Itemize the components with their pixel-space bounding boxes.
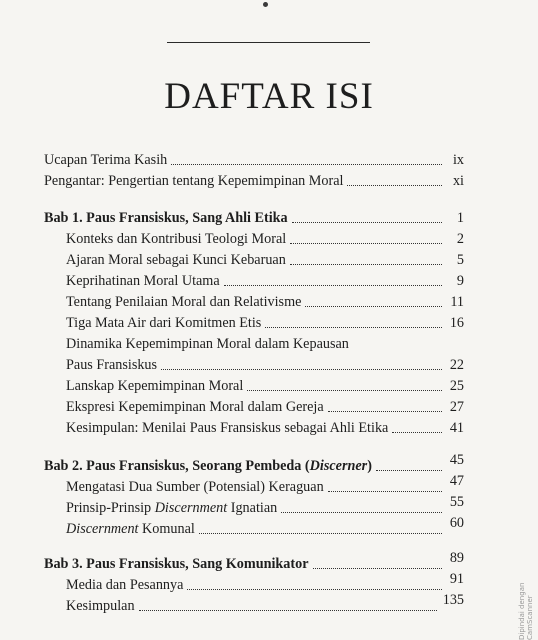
toc-entry[interactable] <box>66 228 464 248</box>
page-title: DAFTAR ISI <box>164 75 374 117</box>
toc-entry[interactable] <box>66 494 464 517</box>
toc-entry-title: Media dan Pesannya <box>66 577 184 593</box>
toc-entry-title: Dinamika Kepemimpinan Moral dalam Kepausan <box>66 336 349 352</box>
toc-entry-title: Keprihatinan Moral Utama <box>66 273 220 289</box>
toc-entry[interactable] <box>66 270 464 290</box>
dot-leader <box>199 533 442 534</box>
toc-entry-page: 25 <box>449 378 464 394</box>
dot-leader <box>281 512 442 513</box>
toc-entry-page: 11 <box>450 294 464 310</box>
toc-entry-title: Ekspresi Kepemimpinan Moral dalam Gereja <box>66 399 324 415</box>
dot-leader <box>187 589 442 590</box>
toc-entry-page: 135 <box>442 592 464 608</box>
toc-entry-page: 1 <box>456 210 464 226</box>
toc-entry-page: 45 <box>449 452 464 468</box>
toc-entry-page: 16 <box>449 315 464 331</box>
toc-entry-title: Bab 1. Paus Fransiskus, Sang Ahli Etika <box>44 210 288 226</box>
top-dot-mark <box>263 2 268 7</box>
toc-entry-title: Prinsip-Prinsip Discernment Ignatian <box>66 500 278 516</box>
toc-entry[interactable] <box>66 592 464 615</box>
toc-entry-page: 22 <box>449 357 464 373</box>
toc-entry-page: 47 <box>449 473 464 489</box>
toc-entry[interactable] <box>66 375 464 395</box>
toc-entry[interactable] <box>66 417 464 437</box>
dot-leader <box>347 185 442 186</box>
dot-leader <box>171 164 442 165</box>
toc-chapter-entry[interactable] <box>44 452 464 475</box>
toc-entry-page: 89 <box>449 550 464 566</box>
toc-entry-page: 2 <box>456 231 464 247</box>
dot-leader <box>376 470 442 471</box>
toc-entry[interactable] <box>66 312 464 332</box>
toc-entry-page: 55 <box>449 494 464 510</box>
toc-entry-page: 91 <box>449 571 464 587</box>
toc-entry-title: Konteks dan Kontribusi Teologi Moral <box>66 231 287 247</box>
toc-entry-page: xi <box>452 173 464 189</box>
toc-entry-page: 60 <box>449 515 464 531</box>
toc-entry-continued[interactable] <box>66 333 464 353</box>
toc-entry-page: 41 <box>449 420 464 436</box>
dot-leader <box>392 432 442 433</box>
dot-leader <box>161 369 442 370</box>
toc-entry[interactable] <box>66 249 464 269</box>
toc-entry[interactable] <box>66 396 464 416</box>
dot-leader <box>292 222 442 223</box>
dot-leader <box>290 243 442 244</box>
dot-leader <box>328 491 442 492</box>
dot-leader <box>328 411 442 412</box>
dot-leader <box>139 610 437 611</box>
toc-entry-title: Paus Fransiskus <box>66 357 158 373</box>
toc-entry-title: Mengatasi Dua Sumber (Potensial) Keraguan <box>66 479 324 495</box>
dot-leader <box>247 390 442 391</box>
toc-entry[interactable] <box>66 571 464 594</box>
toc-entry[interactable] <box>66 354 464 374</box>
toc-entry-title: Discernment Komunal <box>66 521 195 537</box>
toc-entry-title: Pengantar: Pengertian tentang Kepemimpinan Moral <box>44 173 344 189</box>
toc-entry[interactable] <box>66 473 464 496</box>
dot-leader <box>313 568 442 569</box>
toc-entry-page: 27 <box>449 399 464 415</box>
dot-leader <box>224 285 442 286</box>
toc-entry-title: Kesimpulan: Menilai Paus Fransiskus sebagai Ahli Etika <box>66 420 389 436</box>
scanner-watermark: Dipindai dengan CamScanner <box>518 582 534 640</box>
dot-leader <box>305 306 442 307</box>
dot-leader <box>290 264 442 265</box>
title-rule <box>167 42 370 43</box>
toc-entry[interactable] <box>44 149 464 169</box>
toc-chapter-entry[interactable] <box>44 207 464 227</box>
toc-entry-page: 5 <box>456 252 464 268</box>
toc-chapter-entry[interactable] <box>44 550 464 573</box>
toc-entry-page: ix <box>452 152 464 168</box>
toc-entry-title: Ajaran Moral sebagai Kunci Kebaruan <box>66 252 286 268</box>
toc-entry-title: Bab 3. Paus Fransiskus, Sang Komunikator <box>44 556 309 572</box>
toc-entry-page: 9 <box>456 273 464 289</box>
toc-entry-title: Kesimpulan <box>66 598 135 614</box>
dot-leader <box>265 327 442 328</box>
toc-entry-title: Lanskap Kepemimpinan Moral <box>66 378 244 394</box>
toc-entry[interactable] <box>66 291 464 311</box>
toc-entry-title: Ucapan Terima Kasih <box>44 152 168 168</box>
toc-entry-title: Bab 2. Paus Fransiskus, Seorang Pembeda (Discerner) <box>44 458 372 474</box>
toc-entry[interactable] <box>44 170 464 190</box>
toc-entry[interactable] <box>66 515 464 538</box>
toc-entry-title: Tiga Mata Air dari Komitmen Etis <box>66 315 262 331</box>
toc-entry-title: Tentang Penilaian Moral dan Relativisme <box>66 294 302 310</box>
